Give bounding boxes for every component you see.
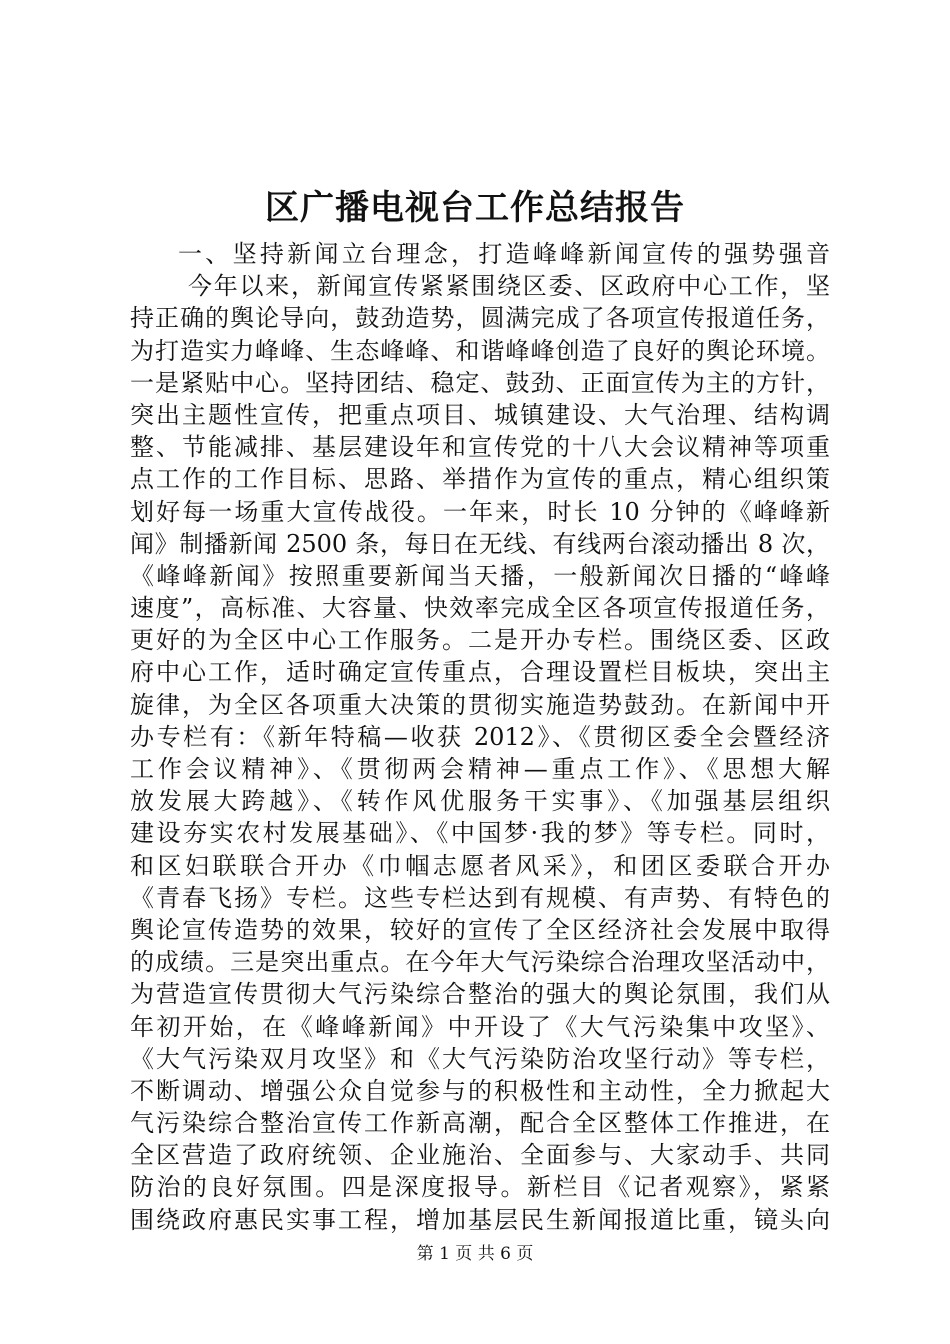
paragraph-line: 《青春飞扬》专栏。这些专栏达到有规模、有声势、有特色的: [130, 883, 830, 912]
paragraph-line: 年初开始，在《峰峰新闻》中开设了《大气污染集中攻坚》、: [130, 1012, 830, 1041]
paragraph-line: 《大气污染双月攻坚》和《大气污染防治攻坚行动》等专栏，: [130, 1044, 830, 1073]
paragraph-line: 建设夯实农村发展基础》、《中国梦·我的梦》等专栏。同时，: [130, 819, 830, 848]
paragraph-line: 不断调动、增强公众自觉参与的积极性和主动性，全力掀起大: [130, 1076, 830, 1105]
paragraph-line: 《峰峰新闻》按照重要新闻当天播，一般新闻次日播的“峰峰: [130, 561, 830, 590]
paragraph-line: 放发展大跨越》、《转作风优服务干实事》、《加强基层组织: [130, 787, 830, 816]
paragraph-line: 为打造实力峰峰、生态峰峰、和谐峰峰创造了良好的舆论环境。: [130, 336, 830, 365]
paragraph-line: 和区妇联联合开办《巾帼志愿者风采》，和团区委联合开办: [130, 851, 830, 880]
paragraph-line: 点工作的工作目标、思路、举措作为宣传的重点，精心组织策: [130, 465, 830, 494]
paragraph-line: 全区营造了政府统领、企业施治、全面参与、大家动手、共同: [130, 1141, 830, 1170]
paragraph-line: 围绕政府惠民实事工程，增加基层民生新闻报道比重，镜头向: [130, 1205, 830, 1234]
section-heading: 一、坚持新闻立台理念，打造峰峰新闻宣传的强势强音: [178, 240, 830, 268]
paragraph-line: 办专栏有：《新年特稿—收获 2012》、《贯彻区委全会暨经济: [130, 722, 830, 751]
paragraph-line: 的成绩。三是突出重点。在今年大气污染综合治理攻坚活动中，: [130, 948, 830, 977]
paragraph-line: 速度”，高标准、大容量、快效率完成全区各项宣传报道任务，: [130, 594, 830, 623]
paragraph-line: 工作会议精神》、《贯彻两会精神—重点工作》、《思想大解: [130, 755, 830, 783]
paragraph-line: 整、节能减排、基层建设年和宣传党的十八大会议精神等项重: [130, 433, 830, 462]
paragraph-line: 一是紧贴中心。坚持团结、稳定、鼓劲、正面宣传为主的方针，: [130, 368, 830, 397]
paragraph-line: 为营造宣传贯彻大气污染综合整治的强大的舆论氛围，我们从: [130, 980, 830, 1009]
paragraph-line: 旋律，为全区各项重大决策的贯彻实施造势鼓劲。在新闻中开: [130, 690, 830, 719]
paragraph-line: 闻》制播新闻 2500 条，每日在无线、有线两台滚动播出 8 次，: [130, 529, 830, 558]
paragraph-line: 今年以来，新闻宣传紧紧围绕区委、区政府中心工作，坚: [188, 272, 830, 301]
paragraph-line: 防治的良好氛围。四是深度报导。新栏目《记者观察》，紧紧: [130, 1173, 830, 1202]
paragraph-line: 府中心工作，适时确定宣传重点，合理设置栏目板块，突出主: [130, 658, 830, 687]
paragraph-line: 划好每一场重大宣传战役。一年来，时长 10 分钟的《峰峰新: [130, 497, 830, 526]
document-title: 区广播电视台工作总结报告: [265, 188, 685, 228]
paragraph-line: 舆论宣传造势的效果，较好的宣传了全区经济社会发展中取得: [130, 915, 830, 944]
paragraph-line: 突出主题性宣传，把重点项目、城镇建设、大气治理、结构调: [130, 400, 830, 429]
paragraph-line: 气污染综合整治宣传工作新高潮，配合全区整体工作推进，在: [130, 1109, 830, 1138]
paragraph-line: 更好的为全区中心工作服务。二是开办专栏。围绕区委、区政: [130, 626, 830, 655]
paragraph-line: 持正确的舆论导向，鼓劲造势，圆满完成了各项宣传报道任务，: [130, 304, 830, 333]
page-number-footer: 第 1 页 共 6 页: [416, 1244, 534, 1264]
body-text: [130, 238, 830, 1236]
